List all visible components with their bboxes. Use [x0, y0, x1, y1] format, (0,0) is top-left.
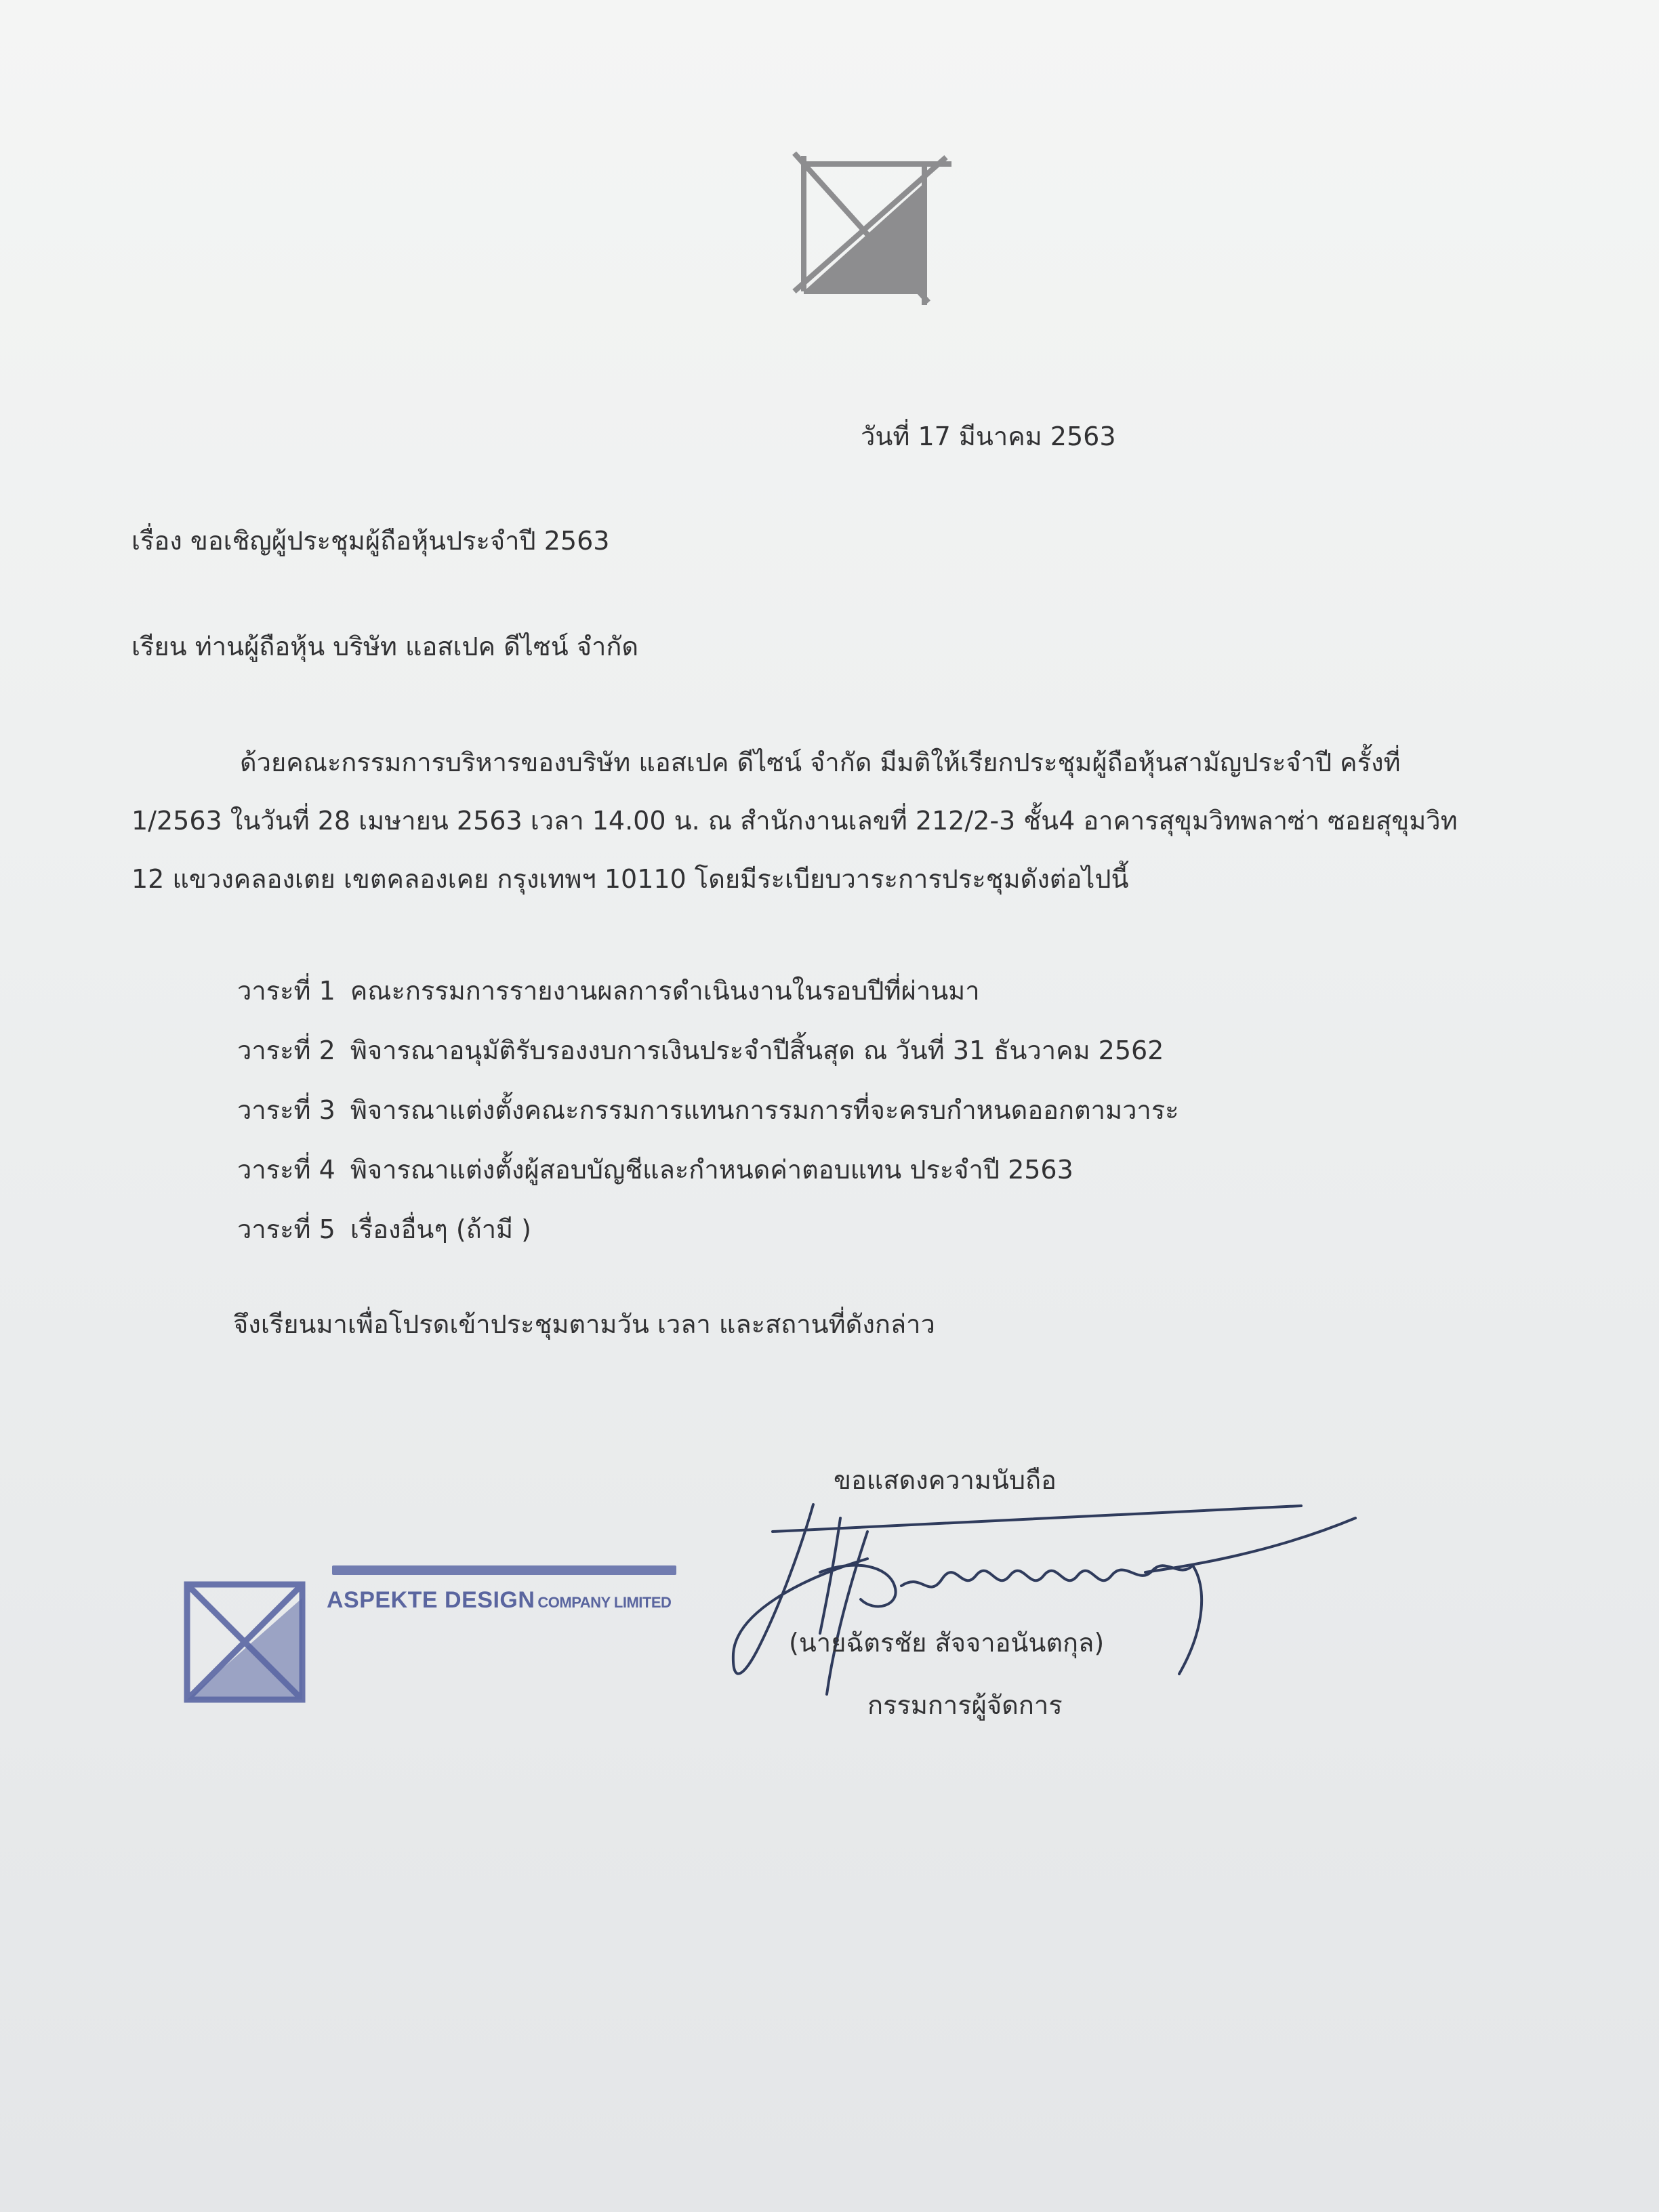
stamp-bar: [332, 1565, 676, 1575]
agenda-text: เรื่องอื่นๆ (ถ้ามี ): [350, 1214, 531, 1244]
company-stamp: [180, 1559, 682, 1715]
body-paragraph: [131, 733, 1500, 908]
agenda-item: [237, 1080, 1179, 1140]
closing-text: ขอแสดงความนับถือ: [834, 1465, 1057, 1495]
invitation-text: จึงเรียนมาเพื่อโปรดเข้าประชุมตามวัน เวลา และสถานที่ดังกล่าว: [233, 1309, 935, 1339]
stamp-company-main: ASPEKTE DESIGN: [327, 1587, 535, 1613]
agenda-item: [237, 961, 1179, 1021]
letter-recipient: เรียน ท่านผู้ถือหุ้น บริษัท แอสเปค ดีไซน์ จำกัด: [131, 632, 639, 661]
stamp-company-suffix: COMPANY LIMITED: [537, 1594, 672, 1611]
agenda-item: [237, 1021, 1179, 1080]
agenda-item: [237, 1140, 1179, 1200]
agenda-item: [237, 1200, 1179, 1259]
body-line: 1/2563 ในวันที่ 28 เมษายน 2563 เวลา 14.00 น. ณ สำนักงานเลขที่ 212/2-3 ชั้น4 อาคารสุขุมวิทพลาซ่า ซอยสุขุมวิท: [131, 806, 1458, 836]
signer-title: กรรมการผู้จัดการ: [867, 1690, 1063, 1720]
agenda-label: วาระที่ 5: [237, 1214, 335, 1244]
agenda-text: พิจารณาอนุมัติรับรองงบการเงินประจำปีสิ้นสุด ณ วันที่ 31 ธันวาคม 2562: [350, 1036, 1164, 1065]
agenda-list: [237, 961, 1179, 1259]
company-logo-icon: [789, 148, 954, 308]
agenda-text: คณะกรรมการรายงานผลการดำเนินงานในรอบปีที่ผ่านมา: [350, 976, 980, 1006]
agenda-label: วาระที่ 2: [237, 1036, 335, 1065]
agenda-label: วาระที่ 3: [237, 1095, 335, 1125]
agenda-label: วาระที่ 1: [237, 976, 335, 1006]
handwritten-signature: [718, 1491, 1369, 1708]
letter-date: วันที่ 17 มีนาคม 2563: [861, 422, 1116, 451]
signer-name: (นายฉัตรชัย สัจจาอนันตกุล): [789, 1628, 1105, 1658]
letter-subject: เรื่อง ขอเชิญผู้ประชุมผู้ถือหุ้นประจำปี 2563: [131, 526, 610, 556]
agenda-text: พิจารณาแต่งตั้งคณะกรรมการแทนการรมการที่จะครบกำหนดออกตามวาระ: [350, 1095, 1179, 1125]
stamp-company-name: [327, 1587, 671, 1614]
agenda-label: วาระที่ 4: [237, 1155, 335, 1185]
agenda-text: พิจารณาแต่งตั้งผู้สอบบัญชีและกำหนดค่าตอบแทน ประจำปี 2563: [350, 1155, 1073, 1185]
stamp-logo-icon: [180, 1578, 309, 1706]
body-line: ด้วยคณะกรรมการบริหารของบริษัท แอสเปค ดีไซน์ จำกัด มีมติให้เรียกประชุมผู้ถือหุ้นสามัญประจำปี ครั้งที่: [240, 747, 1401, 777]
body-line: 12 แขวงคลองเตย เขตคลองเคย กรุงเทพฯ 10110 โดยมีระเบียบวาระการประชุมดังต่อไปนี้: [131, 864, 1129, 894]
